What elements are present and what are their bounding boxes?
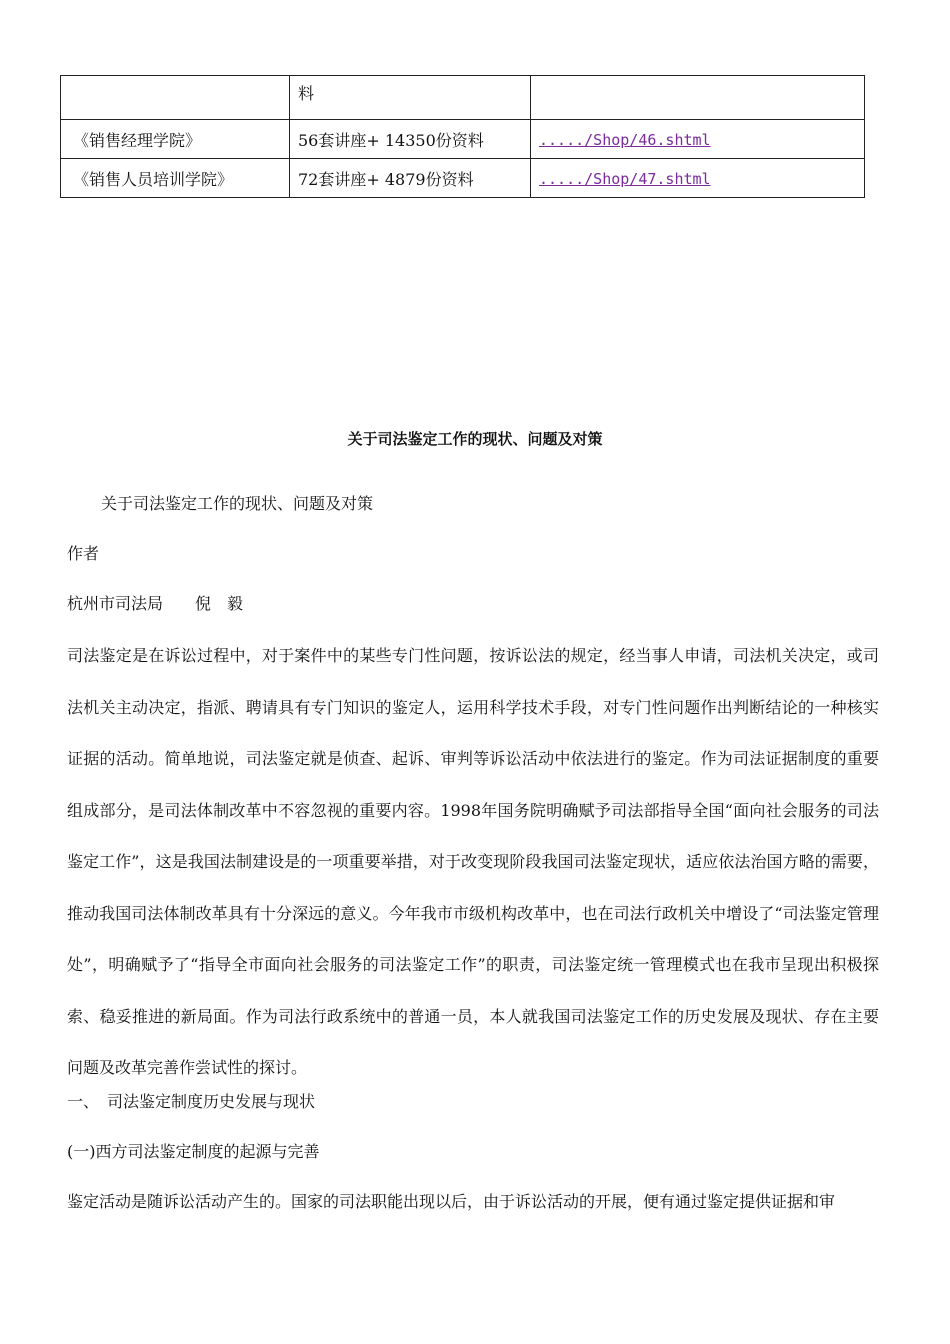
course-desc-cell: 72套讲座+ 4879份资料 [290, 159, 531, 198]
course-link-cell [531, 159, 865, 198]
subsection-heading: (一)西方司法鉴定制度的起源与完善 [67, 1142, 320, 1161]
course-link-cell [531, 76, 865, 120]
body-paragraph-2: 鉴定活动是随诉讼活动产生的。国家的司法职能出现以后，由于诉讼活动的开展，便有通过鉴定提供证据和审 [67, 1192, 836, 1211]
table-row [61, 159, 865, 198]
course-name-cell: 《销售经理学院》 [61, 120, 290, 159]
section-heading: 一、 司法鉴定制度历史发展与现状 [67, 1092, 316, 1111]
document-subtitle: 关于司法鉴定工作的现状、问题及对策 [101, 494, 374, 513]
author-line: 杭州市司法局 倪 毅 [67, 594, 244, 613]
author-label: 作者 [67, 544, 100, 563]
course-desc-cell: 料 [290, 76, 531, 120]
course-link[interactable]: ...../Shop/46.shtml [539, 130, 711, 149]
table-row [61, 120, 865, 159]
course-table [60, 75, 865, 198]
course-name-cell [61, 76, 290, 120]
course-desc-cell: 56套讲座+ 14350份资料 [290, 120, 531, 159]
document-title: 关于司法鉴定工作的现状、问题及对策 [347, 430, 603, 448]
course-name-cell: 《销售人员培训学院》 [61, 159, 290, 198]
table-row [61, 76, 865, 120]
body-paragraph: 司法鉴定是在诉讼过程中，对于案件中的某些专门性问题，按诉讼法的规定，经当事人申请，司法机关决定，或司法机关主动决定，指派、聘请具有专门知识的鉴定人，运用科学技术手段，对专门性问题作出判断结论的一种核实证据的活动。简单地说，司法鉴定就是侦查、起诉、审判等诉讼活动中依法进行的鉴定。作为司法证据制度的重要组成部分，是司法体制改革中不容忽视的重要内容。1998年国务院明确赋予司法部指导全国“面向社会服务的司法鉴定工作”，这是我国法制建设是的一项重要举措，对于改变现阶段我国司法鉴定现状，适应依法治国方略的需要，推动我国司法体制改革具有十分深远的意义。今年我市市级机构改革中，也在司法行政机关中增设了“司法鉴定管理处”，明确赋予了“指导全市面向社会服务的司法鉴定工作”的职责，司法鉴定统一管理模式也在我市呈现出积极探索、稳妥推进的新局面。作为司法行政系统中的普通一员，本人就我国司法鉴定工作的历史发展及现状、存在主要问题及改革完善作尝试性的探讨。 [67, 646, 879, 1077]
course-link-cell [531, 120, 865, 159]
course-link[interactable]: ...../Shop/47.shtml [539, 169, 711, 188]
